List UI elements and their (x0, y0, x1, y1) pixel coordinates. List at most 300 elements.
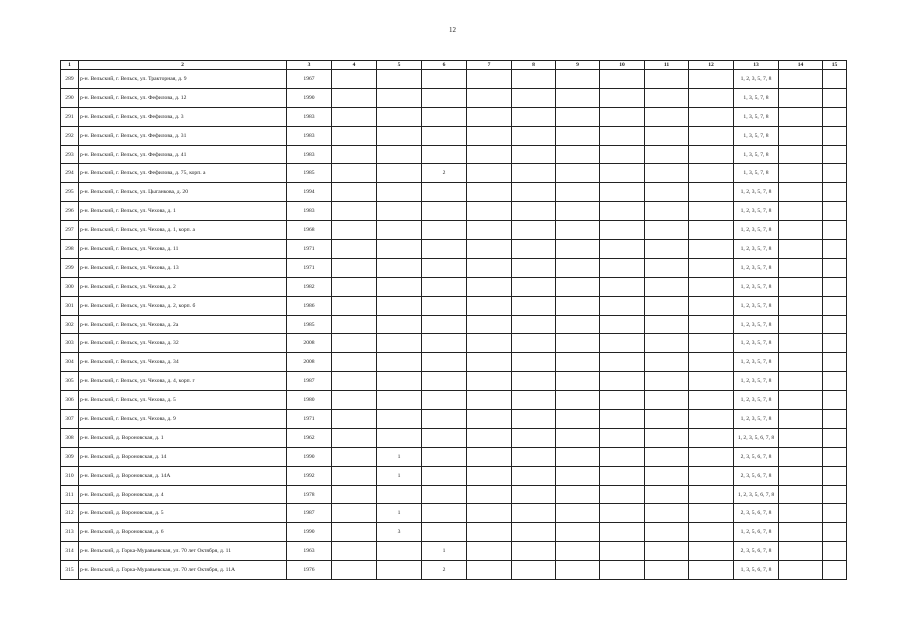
col-4-cell (332, 315, 377, 334)
col-11-cell (645, 410, 689, 429)
col-12-cell (689, 296, 734, 315)
col-9-cell (556, 372, 600, 391)
col-14-cell (779, 277, 823, 296)
col-9-cell (556, 164, 600, 183)
col-12-cell (689, 240, 734, 259)
col-10-cell (600, 485, 645, 504)
col-5-cell (377, 353, 422, 372)
col-7-cell (467, 504, 512, 523)
col-6-cell (422, 410, 467, 429)
col-4-cell (332, 391, 377, 410)
col-5-cell (377, 240, 422, 259)
col-9-cell (556, 221, 600, 240)
col-4-cell (332, 126, 377, 145)
col-5-cell: 1 (377, 447, 422, 466)
col-5-cell (377, 561, 422, 580)
col-9-cell (556, 88, 600, 107)
col-6-cell (422, 126, 467, 145)
col-8-cell (512, 466, 556, 485)
row-number-cell: 291 (61, 107, 79, 126)
col-9-cell (556, 504, 600, 523)
col-12-cell (689, 466, 734, 485)
row-number-cell: 303 (61, 334, 79, 353)
col-15-cell (823, 334, 847, 353)
col-11-cell (645, 202, 689, 221)
col-6-cell (422, 70, 467, 89)
col-14-cell (779, 466, 823, 485)
codes-cell: 1, 2, 3, 5, 7, 8 (734, 258, 779, 277)
address-cell: р-н. Вельский, г. Вельск, ул. Чехова, д. 4, корп. г (79, 372, 287, 391)
col-6-cell: 1 (422, 542, 467, 561)
col-10-cell (600, 523, 645, 542)
table-row (61, 164, 847, 183)
col-5-cell (377, 88, 422, 107)
col-6-cell: 2 (422, 164, 467, 183)
col-15-cell (823, 107, 847, 126)
col-12-cell (689, 315, 734, 334)
row-number-cell: 293 (61, 145, 79, 164)
codes-cell: 1, 2, 3, 5, 7, 8 (734, 296, 779, 315)
col-6-cell (422, 240, 467, 259)
row-number-cell: 290 (61, 88, 79, 107)
address-cell: р-н. Вельский, д. Вороновская, д. 5 (79, 504, 287, 523)
col-14-cell (779, 145, 823, 164)
col-6-cell (422, 277, 467, 296)
address-cell: р-н. Вельский, г. Вельск, ул. Фефилова, д. 41 (79, 145, 287, 164)
col-5-cell (377, 258, 422, 277)
row-number-cell: 300 (61, 277, 79, 296)
row-number-cell: 315 (61, 561, 79, 580)
col-11-cell (645, 466, 689, 485)
table-row (61, 410, 847, 429)
codes-cell: 1, 2, 3, 5, 7, 8 (734, 183, 779, 202)
col-4-cell (332, 372, 377, 391)
row-number-cell: 292 (61, 126, 79, 145)
row-number-cell: 296 (61, 202, 79, 221)
address-cell: р-н. Вельский, г. Вельск, ул. Чехова, д. 34 (79, 353, 287, 372)
col-8-cell (512, 126, 556, 145)
col-7-cell (467, 410, 512, 429)
col-11-cell (645, 221, 689, 240)
col-6-cell (422, 504, 467, 523)
table-header-row (61, 61, 847, 70)
row-number-cell: 311 (61, 485, 79, 504)
col-9-cell (556, 145, 600, 164)
col-14-cell (779, 221, 823, 240)
col-15-cell (823, 542, 847, 561)
col-15-cell (823, 240, 847, 259)
col-10-cell (600, 391, 645, 410)
col-5-cell (377, 221, 422, 240)
col-9-cell (556, 410, 600, 429)
col-4-cell (332, 542, 377, 561)
col-5-cell: 3 (377, 523, 422, 542)
col-12-cell (689, 447, 734, 466)
col-6-cell (422, 334, 467, 353)
col-14-cell (779, 126, 823, 145)
col-7-cell (467, 447, 512, 466)
col-11-cell (645, 391, 689, 410)
address-cell: р-н. Вельский, г. Вельск, ул. Чехова, д. 32 (79, 334, 287, 353)
col-15-cell (823, 277, 847, 296)
col-7-cell (467, 466, 512, 485)
col-6-cell (422, 183, 467, 202)
year-cell: 1990 (287, 447, 332, 466)
col-15-cell (823, 485, 847, 504)
codes-cell: 1, 2, 3, 5, 7, 8 (734, 277, 779, 296)
col-4-cell (332, 466, 377, 485)
col-8-cell (512, 183, 556, 202)
col-10-cell (600, 277, 645, 296)
year-cell: 1983 (287, 202, 332, 221)
year-cell: 2008 (287, 334, 332, 353)
col-8-cell (512, 221, 556, 240)
column-header-6: 6 (422, 61, 467, 70)
col-5-cell (377, 296, 422, 315)
col-5-cell (377, 164, 422, 183)
codes-cell: 1, 3, 5, 7, 8 (734, 107, 779, 126)
col-6-cell (422, 391, 467, 410)
col-12-cell (689, 391, 734, 410)
col-11-cell (645, 126, 689, 145)
col-4-cell (332, 447, 377, 466)
col-6-cell (422, 447, 467, 466)
col-4-cell (332, 258, 377, 277)
col-14-cell (779, 542, 823, 561)
address-cell: р-н. Вельский, г. Вельск, ул. Тракторная, д. 9 (79, 70, 287, 89)
column-header-1: 1 (61, 61, 79, 70)
codes-cell: 1, 3, 5, 7, 8 (734, 164, 779, 183)
col-14-cell (779, 296, 823, 315)
year-cell: 1978 (287, 485, 332, 504)
col-15-cell (823, 447, 847, 466)
codes-cell: 1, 3, 5, 7, 8 (734, 126, 779, 145)
col-14-cell (779, 561, 823, 580)
col-14-cell (779, 107, 823, 126)
col-15-cell (823, 523, 847, 542)
col-11-cell (645, 107, 689, 126)
col-5-cell (377, 107, 422, 126)
col-7-cell (467, 372, 512, 391)
col-7-cell (467, 523, 512, 542)
col-15-cell (823, 466, 847, 485)
col-8-cell (512, 410, 556, 429)
address-cell: р-н. Вельский, г. Вельск, ул. Чехова, д. 2 (79, 277, 287, 296)
col-8-cell (512, 315, 556, 334)
year-cell: 1967 (287, 70, 332, 89)
col-6-cell (422, 315, 467, 334)
col-12-cell (689, 428, 734, 447)
column-header-15: 15 (823, 61, 847, 70)
col-5-cell (377, 183, 422, 202)
table-row (61, 485, 847, 504)
column-header-10: 10 (600, 61, 645, 70)
col-5-cell (377, 315, 422, 334)
col-4-cell (332, 145, 377, 164)
col-4-cell (332, 221, 377, 240)
table-row (61, 334, 847, 353)
col-4-cell (332, 410, 377, 429)
col-7-cell (467, 542, 512, 561)
address-cell: р-н. Вельский, г. Вельск, ул. Фефилова, д. 31 (79, 126, 287, 145)
col-9-cell (556, 447, 600, 466)
codes-cell: 1, 2, 3, 5, 7, 8 (734, 391, 779, 410)
col-6-cell (422, 296, 467, 315)
col-12-cell (689, 107, 734, 126)
table-row (61, 258, 847, 277)
col-10-cell (600, 428, 645, 447)
col-10-cell (600, 258, 645, 277)
col-6-cell (422, 466, 467, 485)
address-cell: р-н. Вельский, д. Вороновская, д. 14 (79, 447, 287, 466)
col-15-cell (823, 221, 847, 240)
col-6-cell (422, 88, 467, 107)
row-number-cell: 306 (61, 391, 79, 410)
col-8-cell (512, 372, 556, 391)
col-4-cell (332, 334, 377, 353)
column-header-2: 2 (79, 61, 287, 70)
col-8-cell (512, 353, 556, 372)
row-number-cell: 305 (61, 372, 79, 391)
col-5-cell (377, 428, 422, 447)
codes-cell: 1, 2, 3, 5, 6, 7, 8 (734, 485, 779, 504)
year-cell: 1986 (287, 296, 332, 315)
col-8-cell (512, 145, 556, 164)
codes-cell: 1, 3, 5, 7, 8 (734, 88, 779, 107)
col-4-cell (332, 428, 377, 447)
codes-cell: 1, 2, 3, 5, 7, 8 (734, 70, 779, 89)
year-cell: 1976 (287, 561, 332, 580)
col-15-cell (823, 315, 847, 334)
col-9-cell (556, 240, 600, 259)
col-12-cell (689, 164, 734, 183)
col-10-cell (600, 107, 645, 126)
col-11-cell (645, 70, 689, 89)
col-9-cell (556, 126, 600, 145)
address-cell: р-н. Вельский, д. Горка-Муравьевская, ул. 70 лет Октября, д. 11А (79, 561, 287, 580)
table-row (61, 240, 847, 259)
col-8-cell (512, 334, 556, 353)
address-cell: р-н. Вельский, г. Вельск, ул. Фефилова, д. 75, корп. а (79, 164, 287, 183)
col-11-cell (645, 145, 689, 164)
col-6-cell (422, 485, 467, 504)
col-11-cell (645, 523, 689, 542)
col-12-cell (689, 277, 734, 296)
col-4-cell (332, 561, 377, 580)
col-9-cell (556, 353, 600, 372)
column-header-5: 5 (377, 61, 422, 70)
col-4-cell (332, 523, 377, 542)
col-12-cell (689, 410, 734, 429)
col-11-cell (645, 88, 689, 107)
year-cell: 1983 (287, 107, 332, 126)
col-15-cell (823, 164, 847, 183)
col-10-cell (600, 202, 645, 221)
col-4-cell (332, 485, 377, 504)
codes-cell: 1, 3, 5, 7, 8 (734, 145, 779, 164)
col-12-cell (689, 485, 734, 504)
row-number-cell: 294 (61, 164, 79, 183)
table-row (61, 183, 847, 202)
col-5-cell: 1 (377, 504, 422, 523)
col-14-cell (779, 258, 823, 277)
col-10-cell (600, 447, 645, 466)
col-12-cell (689, 183, 734, 202)
col-7-cell (467, 391, 512, 410)
col-9-cell (556, 561, 600, 580)
col-4-cell (332, 353, 377, 372)
codes-cell: 1, 2, 3, 5, 7, 8 (734, 353, 779, 372)
col-5-cell (377, 542, 422, 561)
col-8-cell (512, 447, 556, 466)
year-cell: 1994 (287, 183, 332, 202)
row-number-cell: 314 (61, 542, 79, 561)
address-cell: р-н. Вельский, г. Вельск, ул. Фефилова, д. 3 (79, 107, 287, 126)
col-14-cell (779, 334, 823, 353)
col-11-cell (645, 296, 689, 315)
table-row (61, 372, 847, 391)
year-cell: 2008 (287, 353, 332, 372)
col-6-cell (422, 428, 467, 447)
col-14-cell (779, 183, 823, 202)
address-cell: р-н. Вельский, г. Вельск, ул. Чехова, д. 1, корп. а (79, 221, 287, 240)
col-6-cell (422, 372, 467, 391)
row-number-cell: 312 (61, 504, 79, 523)
col-10-cell (600, 334, 645, 353)
col-12-cell (689, 523, 734, 542)
col-4-cell (332, 88, 377, 107)
col-8-cell (512, 202, 556, 221)
col-9-cell (556, 334, 600, 353)
col-8-cell (512, 561, 556, 580)
table-row (61, 428, 847, 447)
year-cell: 1971 (287, 258, 332, 277)
col-9-cell (556, 391, 600, 410)
codes-cell: 1, 2, 3, 5, 6, 7, 8 (734, 428, 779, 447)
col-15-cell (823, 183, 847, 202)
col-6-cell (422, 258, 467, 277)
year-cell: 1983 (287, 126, 332, 145)
col-8-cell (512, 542, 556, 561)
column-header-7: 7 (467, 61, 512, 70)
table-row (61, 145, 847, 164)
codes-cell: 1, 2, 3, 5, 7, 8 (734, 202, 779, 221)
address-cell: р-н. Вельский, д. Вороновская, д. 4 (79, 485, 287, 504)
col-8-cell (512, 88, 556, 107)
col-8-cell (512, 523, 556, 542)
codes-cell: 1, 2, 3, 5, 7, 8 (734, 315, 779, 334)
table-row (61, 466, 847, 485)
col-10-cell (600, 88, 645, 107)
col-7-cell (467, 428, 512, 447)
page-number: 12 (449, 26, 456, 34)
year-cell: 1987 (287, 504, 332, 523)
col-11-cell (645, 542, 689, 561)
address-cell: р-н. Вельский, г. Вельск, ул. Чехова, д. 9 (79, 410, 287, 429)
col-14-cell (779, 523, 823, 542)
col-7-cell (467, 221, 512, 240)
col-5-cell (377, 410, 422, 429)
year-cell: 1963 (287, 542, 332, 561)
col-9-cell (556, 485, 600, 504)
col-7-cell (467, 353, 512, 372)
table-row (61, 523, 847, 542)
col-4-cell (332, 504, 377, 523)
year-cell: 1971 (287, 410, 332, 429)
col-9-cell (556, 523, 600, 542)
col-14-cell (779, 447, 823, 466)
year-cell: 1985 (287, 164, 332, 183)
col-15-cell (823, 145, 847, 164)
col-15-cell (823, 70, 847, 89)
column-header-9: 9 (556, 61, 600, 70)
col-6-cell (422, 202, 467, 221)
address-cell: р-н. Вельский, г. Вельск, ул. Фефилова, д. 12 (79, 88, 287, 107)
col-8-cell (512, 107, 556, 126)
table-row (61, 391, 847, 410)
col-11-cell (645, 183, 689, 202)
col-11-cell (645, 504, 689, 523)
col-8-cell (512, 277, 556, 296)
col-5-cell (377, 391, 422, 410)
col-10-cell (600, 164, 645, 183)
col-6-cell: 2 (422, 561, 467, 580)
col-10-cell (600, 410, 645, 429)
codes-cell: 1, 2, 3, 5, 7, 8 (734, 410, 779, 429)
col-7-cell (467, 107, 512, 126)
col-8-cell (512, 258, 556, 277)
col-11-cell (645, 447, 689, 466)
column-header-3: 3 (287, 61, 332, 70)
col-12-cell (689, 145, 734, 164)
table-row (61, 126, 847, 145)
col-7-cell (467, 88, 512, 107)
row-number-cell: 297 (61, 221, 79, 240)
col-7-cell (467, 561, 512, 580)
col-9-cell (556, 277, 600, 296)
col-14-cell (779, 202, 823, 221)
col-4-cell (332, 183, 377, 202)
year-cell: 1990 (287, 88, 332, 107)
col-7-cell (467, 240, 512, 259)
col-14-cell (779, 410, 823, 429)
col-15-cell (823, 126, 847, 145)
row-number-cell: 302 (61, 315, 79, 334)
table-row (61, 353, 847, 372)
col-15-cell (823, 202, 847, 221)
column-header-4: 4 (332, 61, 377, 70)
year-cell: 1962 (287, 428, 332, 447)
col-12-cell (689, 372, 734, 391)
col-5-cell (377, 126, 422, 145)
col-10-cell (600, 145, 645, 164)
col-12-cell (689, 504, 734, 523)
row-number-cell: 298 (61, 240, 79, 259)
year-cell: 1980 (287, 391, 332, 410)
col-6-cell (422, 107, 467, 126)
col-11-cell (645, 372, 689, 391)
col-8-cell (512, 428, 556, 447)
table-row (61, 277, 847, 296)
codes-cell: 1, 2, 3, 5, 7, 8 (734, 240, 779, 259)
col-6-cell (422, 523, 467, 542)
col-8-cell (512, 504, 556, 523)
col-12-cell (689, 561, 734, 580)
col-5-cell (377, 485, 422, 504)
col-15-cell (823, 410, 847, 429)
col-14-cell (779, 70, 823, 89)
col-5-cell (377, 277, 422, 296)
